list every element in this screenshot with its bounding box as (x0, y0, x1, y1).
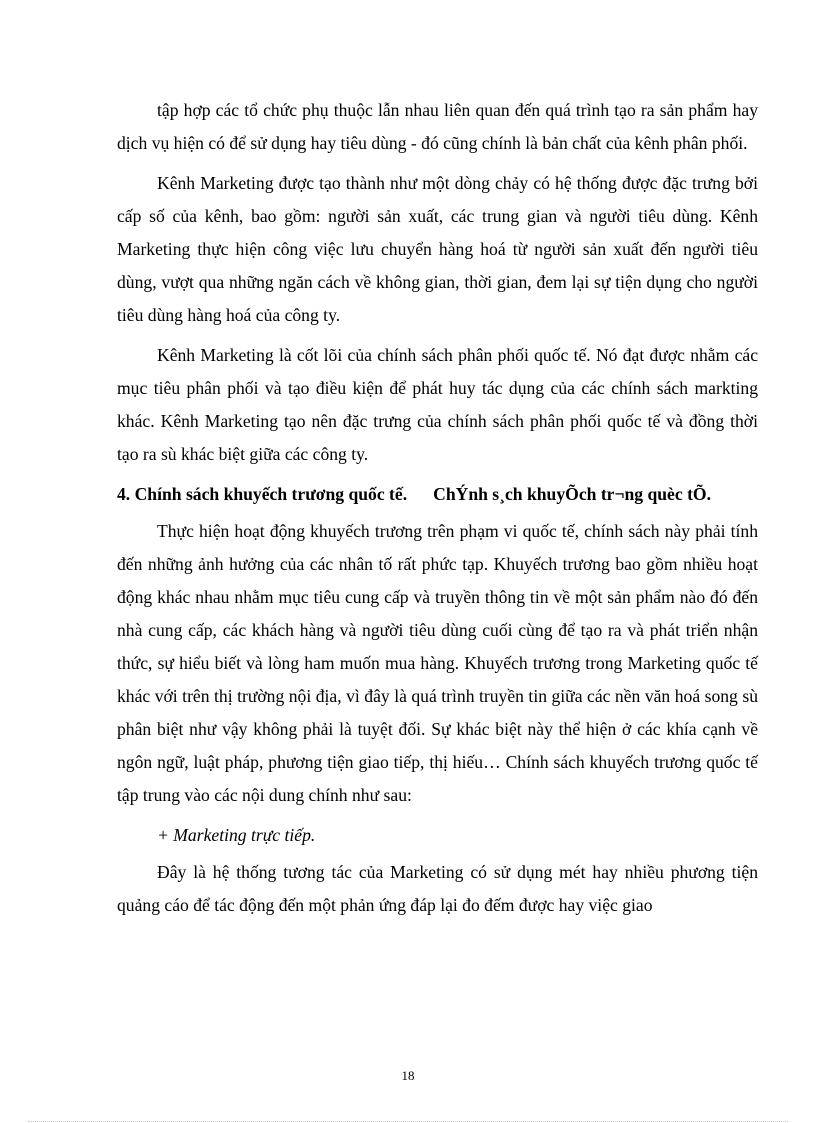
paragraph-promotion-policy: Thực hiện hoạt động khuyếch trương trên phạm vi quốc tế, chính sách này phải tính đến những ảnh hưởng của các nhân tố rất phức tạp. Khuyếch trương bao gồm nhiều hoạt động khác nhau nhằm mục tiêu cung cấp và truyền thông tin về một sản phẩm nào đó đến nhà cung cấp, các khách hàng và người tiêu dùng cuối cùng để tạo ra và phát triển nhận thức, sự hiểu biết và lòng ham muốn mua hàng. Khuyếch trương trong Marketing quốc tế khác với trên thị trường nội địa, vì đây là quá trình truyền tin giữa các nền văn hoá song sù phân biệt như vậy không phải là tuyệt đối. Sự khác biệt này thể hiện ở các khía cạnh về ngôn ngữ, luật pháp, phương tiện giao tiếp, thị hiếu… Chính sách khuyếch trương quốc tế tập trung vào các nội dung chính như sau: (117, 521, 758, 805)
section-heading-text: 4. Chính sách khuyếch trương quốc tế. (117, 484, 408, 504)
page-number: 18 (401, 1068, 415, 1083)
paragraph-marketing-channel-flow: Kênh Marketing được tạo thành như một dòng chảy có hệ thống được đặc trưng bởi cấp số của kênh, bao gồm: người sản xuất, các trung gian và người tiêu dùng. Kênh Marketing thực hiện công việc lưu chuyển hàng hoá từ người sản xuất đến người tiêu dùng, vượt qua những ngăn cách về không gian, thời gian, đem lại sự tiện dụng cho người tiêu dùng hàng hoá của công ty. (117, 173, 758, 325)
paragraph-direct-marketing-definition: Đây là hệ thống tương tác của Marketing có sử dụng mét hay nhiều phương tiện quảng cáo để tác động đến một phản ứng đáp lại đo đếm được hay việc giao (117, 862, 758, 915)
list-item-direct-marketing: + Marketing trực tiếp. (157, 825, 316, 845)
section-heading-garbled-text: ChÝnh s¸ch khuyÕch tr¬ng quèc tÕ. (433, 484, 712, 504)
paragraph-distribution-channel-definition: tập hợp các tổ chức phụ thuộc lẫn nhau liên quan đến quá trình tạo ra sản phẩm hay dịch vụ hiện có để sử dụng hay tiêu dùng - đó cũng chính là bản chất của kênh phân phối. (117, 100, 758, 153)
page-bottom-divider (28, 1121, 788, 1122)
paragraph-marketing-channel-core: Kênh Marketing là cốt lõi của chính sách phân phối quốc tế. Nó đạt được nhằm các mục tiêu phân phối và tạo điều kiện để phát huy tác dụng của các chính sách markting khác. Kênh Marketing tạo nên đặc trưng của chính sách phân phối quốc tế và đồng thời tạo ra sù khác biệt giữa các công ty. (117, 345, 758, 464)
document-body (117, 94, 758, 929)
section-heading (117, 478, 758, 511)
